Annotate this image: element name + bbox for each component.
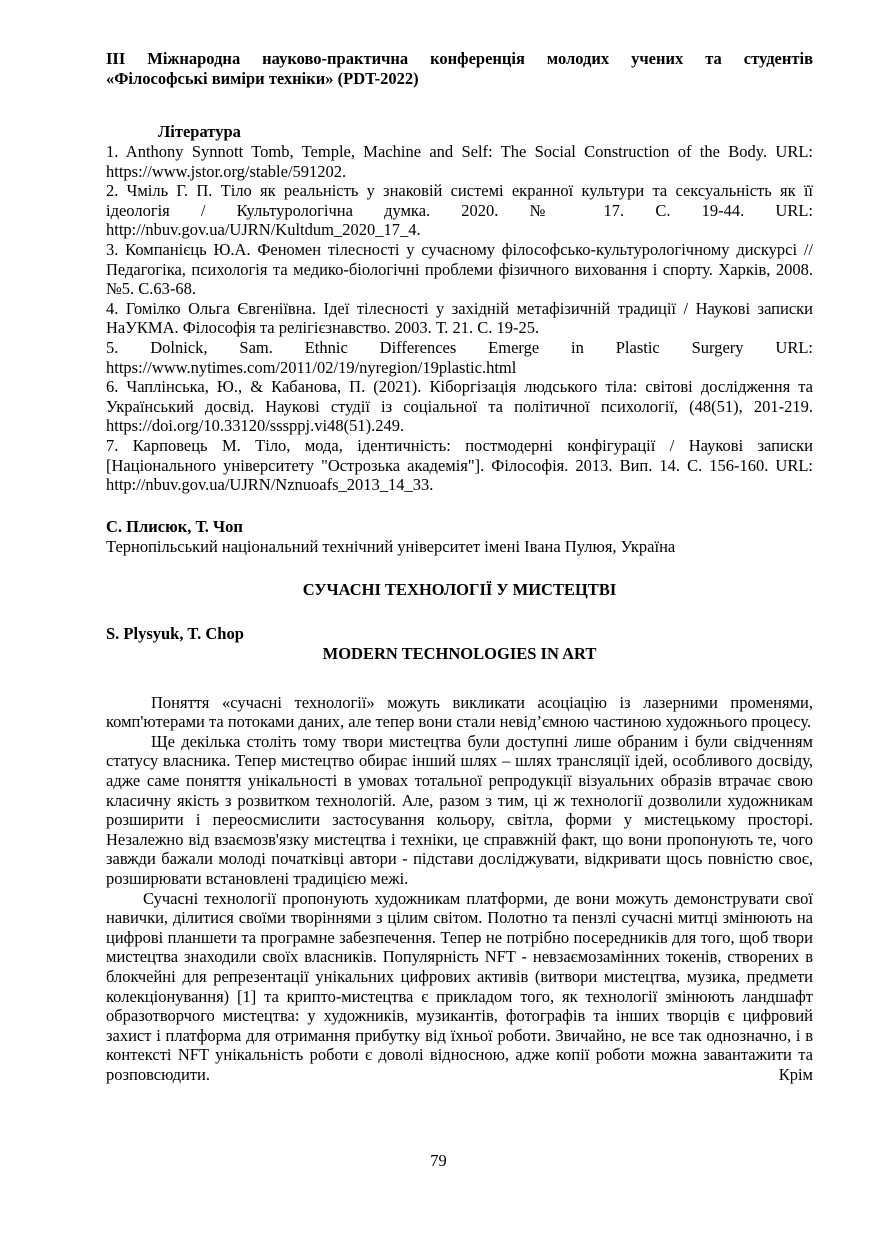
authors-uk: С. Плисюк, Т. Чоп <box>106 516 243 536</box>
reference-item: 2. Чміль Г. П. Тіло як реальність у знаковій системі екранної культури та сексуальність як її ідеологія / Культурологічна думка. 2020. № 17. С. 19-44. URL: http://nbuv.gov.ua/UJRN/Kultdum_2020_17_4. <box>106 181 813 240</box>
reference-item: 7. Карповець М. Тіло, мода, ідентичність: постмодерні конфігурації / Наукові записки [Національного університету "Острозька академія"]. Філософія. 2013. Вип. 14. С. 156-160. URL: http://nbuv.gov.ua/UJRN/Nznuoafs_2013_14_33. <box>106 435 813 495</box>
article-title-uk: СУЧАСНІ ТЕХНОЛОГІЇ У МИСТЕЦТВІ <box>302 579 617 599</box>
reference-item: 4. Гомілко Ольга Євгеніївна. Ідеї тілесності у західній метафізичній традиції / Наукові записки НаУКМА. Філософія та релігієзнавство. 2003. Т. 21. С. 19-25. <box>106 298 813 338</box>
reference-item: 6. Чаплінська, Ю., & Кабанова, П. (2021). Кіборгізація людського тіла: світові дослідження та Український досвід. Наукові студії із соціальної та політичної психології, (48(51), 201-219. https://doi.org/10.33120/sssppj.vi48(51).249. <box>106 377 813 436</box>
authors-en: S. Plysyuk, T. Chop <box>106 623 244 643</box>
body-paragraph: Поняття «сучасні технології» можуть викликати асоціацію із лазерними променями, комп'ютерами та потоками даних, але тепер вони стали невід’ємною частиною художнього процесу. <box>106 692 813 732</box>
literature-title: Література <box>158 122 241 141</box>
conference-header-line2: «Філософські виміри техніки» (PDT-2022) <box>106 69 419 88</box>
article-body <box>106 693 813 1085</box>
body-paragraph: Сучасні технології пропонують художникам платформи, де вони можуть демонструвати свої навички, ділитися своїми творіннями з цілим світом. Полотно та пензлі сучасні митці змінюють на цифрові планшети та програмне забезпечення. Тепер не потрібно посередників для того, щоб твори мистецтва знаходили своїх власників. Популярність NFT - невзаємозамінних токенів, створених в блокчейні для репрезентації унікальних цифрових активів (витвори мистецтва, музика, предмети колекціонування) [1] та крипто-мистецтва є прикладом того, як технології змінюють ландшафт образотворчого мистецтва: у художників, музикантів, фотографів та інших творців є цифровий захист і платформа для отримання прибутку від їхньої роботи. Звичайно, не все так однозначно, і в контексті NFT унікальність роботи є доволі відносною, адже копії роботи можна завантажити та розповсюдити. Крім <box>106 888 813 1084</box>
reference-item: 5. Dolnick, Sam. Ethnic Differences Emerge in Plastic Surgery URL: https://www.nytimes.com/2011/02/19/nyregion/19plastic.html <box>106 337 813 377</box>
body-paragraph: Ще декілька століть тому твори мистецтва були доступні лише обраним і були свідченням статусу власника. Тепер мистецтво обирає інший шлях – шлях трансляції ідей, особливого досвіду, адже саме поняття унікальності в умовах тотальної репродукції візуальних образів втрачає свою класичну якість з розвитком технологій. Але, разом з тим, ці ж технології дозволили художникам розширити і переосмислити застосування кольору, світла, форми у мистецькому просторі. Незалежно від взаємозв'язку мистецтва і техніки, це справжній факт, що вони пропонують те, чого завжди бажали молоді початківці автори - підстави досліджувати, відкривати щось повністю своє, розширювати встановлені традицією межі. <box>106 731 813 889</box>
conference-header-line1: III Міжнародна науково-практична конференція молодих учених та студентів <box>106 49 813 68</box>
page-number: 79 <box>430 1151 447 1170</box>
reference-item: 1. Anthony Synnott Tomb, Temple, Machine and Self: The Social Construction of the Body. URL: https://www.jstor.org/stable/591202. <box>106 142 813 181</box>
affiliation: Тернопільський національний технічний університет імені Івана Пулюя, Україна <box>106 536 676 556</box>
article-title-en: MODERN TECHNOLOGIES IN ART <box>322 643 597 663</box>
document-page <box>106 49 813 1085</box>
reference-item: 3. Компанієць Ю.А. Феномен тілесності у сучасному філософсько-культурологічному дискурсі // Педагогіка, психологія та медико-біологічні проблеми фізичного виховання і спорту. Харків, 2008. №5. С.63-68. <box>106 239 813 299</box>
reference-list <box>106 142 813 495</box>
